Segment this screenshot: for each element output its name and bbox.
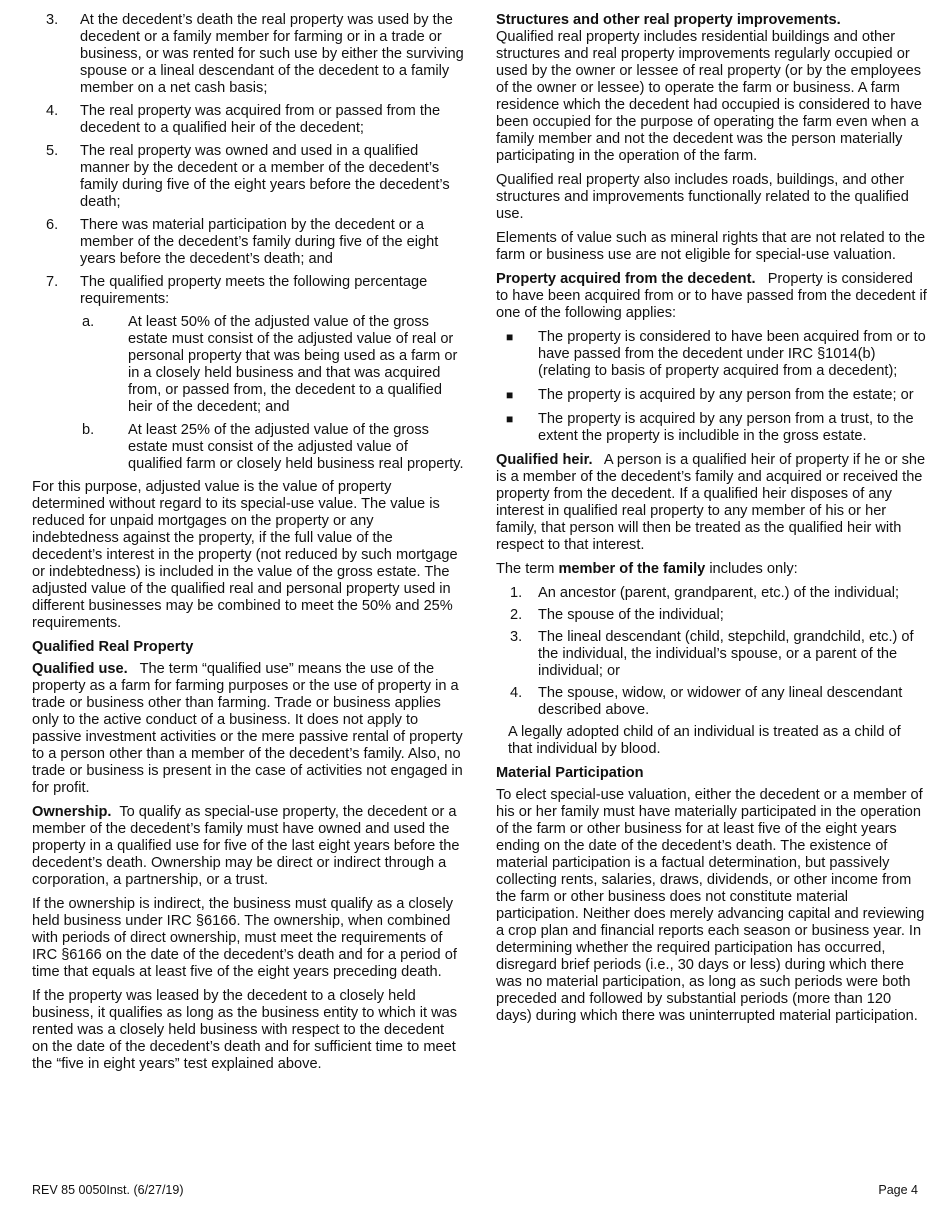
bullet-icon: ■: [506, 412, 514, 426]
family-members-list: [496, 585, 928, 719]
qualified-heir-paragraph: Qualified heir. A person is a qualified heir of property if he or she is a member of the decedent’s family and acquired or received the property from the decedent. If a qualified heir disposes of any interest in qualified real property to any member of his or her family, that person will then be treated as the qualified heir with respect to that interest.: [496, 452, 926, 553]
percentage-sublist: [80, 314, 464, 473]
material-participation-heading: Material Participation: [496, 765, 644, 781]
list-item: ■ The property is acquired by any person from the estate; or: [506, 387, 914, 403]
list-item: b. At least 25% of the adjusted value of the gross estate must consist of the adjusted value of qualified farm or closely held business real property.: [82, 422, 464, 472]
list-item: 3. At the decedent’s death the real property was used by the decedent or a family member for farming or in a trade or business, or was rented for such use by either the surviving spouse or a lineal descendant of the decedent to a family member on a net cash basis;: [46, 12, 464, 96]
list-item: ■ The property is considered to have been acquired from or to have passed from the decedent under IRC §1014(b) (relating to basis of property acquired from a decedent);: [506, 329, 926, 379]
ownership-paragraph: Ownership. To qualify as special-use property, the decedent or a member of the decedent’s family must have owned and used the property in a qualified use for five of the last eight years before the decedent’s death. Ownership may be direct or indirect through a corporation, a partnership, or a trust.: [32, 804, 460, 888]
material-participation-paragraph: To elect special-use valuation, either the decedent or a member of his or her family must have materially participated in the operation of the farm or other business for at least five of the eight years ending on the date of the decedent’s death. The existence of material participation is a factual determination, but passively collecting rents, salaries, draws, dividends, or other income from the farm or other business does not constitute material participation. Neither does merely advancing capital and reviewing a crop plan and financial reports each season or business year. In determining whether the required participation has occurred, disregard brief periods (i.e., 30 days or less) during which there was no material participation, as long as such periods were both preceded and followed by substantial periods (more than 120 days) during which there was uninterrupted material participation.: [496, 787, 925, 1024]
acquired-conditions-list: [496, 329, 928, 445]
bullet-icon: ■: [506, 388, 514, 402]
list-item: ■ The property is acquired by any person from a trust, to the extent the property is includible in the gross estate.: [506, 411, 914, 444]
list-item: 4. The real property was acquired from or passed from the decedent to a qualified heir of the decedent;: [46, 103, 441, 136]
list-item: 5. The real property was owned and used in a qualified manner by the decedent or a member of the decedent’s family during five of the eight years before the decedent’s death;: [46, 143, 450, 210]
acquired-property-paragraph: Property acquired from the decedent. Property is considered to have been acquired from or to have passed from the decedent if one of the following applies:: [496, 271, 927, 321]
left-column: [32, 12, 464, 1080]
list-item: 4. The spouse, widow, or widower of any lineal descendant described above.: [510, 685, 903, 718]
structures-label: Structures and other real property improvements.: [496, 12, 841, 28]
list-item: 3. The lineal descendant (child, stepchild, grandchild, etc.) of the individual, the individual’s spouse, or a parent of the individual; or: [510, 629, 914, 679]
roads-paragraph: Qualified real property also includes roads, buildings, and other structures and improvements functionally related to the qualified use.: [496, 172, 909, 222]
list-item: 6. There was material participation by the decedent or a member of the decedent’s family during five of the eight years before the decedent’s death; and: [46, 217, 439, 267]
adopted-child-paragraph: A legally adopted child of an individual is treated as a child of that individual by blood.: [508, 724, 901, 757]
bullet-icon: ■: [506, 330, 514, 344]
requirements-list: [32, 12, 464, 473]
ownership-label: Ownership.: [32, 804, 112, 820]
list-item: a. At least 50% of the adjusted value of the gross estate must consist of the adjusted value of real or personal property that was being used as a farm or in a closely held business and that was acquired from, or passed from, the decedent to a qualified heir of the decedent; and: [82, 314, 458, 415]
form-identifier: REV 85 0050Inst. (6/27/19): [32, 1183, 184, 1197]
mineral-rights-paragraph: Elements of value such as mineral rights that are not related to the farm or business use are not eligible for special-use valuation.: [496, 230, 926, 263]
qualified-real-property-heading: Qualified Real Property: [32, 639, 194, 655]
list-item: 1. An ancestor (parent, grandparent, etc.) of the individual;: [510, 585, 900, 601]
acquired-label: Property acquired from the decedent.: [496, 271, 756, 287]
adjusted-value-paragraph: For this purpose, adjusted value is the value of property determined without regard to its special-use value. The value is reduced for unpaid mortgages on the property or any indebtedness against the property, if the full value of the decedent’s interest in the property (not reduced by such mortgage or indebtedness) is included in the value of the gross estate. The adjusted value of the qualified real and personal property used in different businesses may be combined to meet the 50% and 25% requirements.: [32, 479, 458, 631]
leased-property-paragraph: If the property was leased by the decedent to a closely held business, it qualifies as long as the business entity to which it was rented was a closely held business with respect to the decedent on the date of the decedent’s death and for sufficient time to meet the “five in eight years” test explained above.: [32, 988, 458, 1072]
structures-paragraph: Structures and other real property improvements. Qualified real property includes residential buildings and other structures and real property improvements regularly occupied or used by the owner or lessee of real property (or by the employees of the owner or lessee) to operate the farm or business. A farm residence which the decedent had occupied is considered to have been occupied for the purpose of operating the farm even when a family member and not the decedent was the person materially participating in the operation of the farm.: [496, 12, 922, 164]
list-item: 2. The spouse of the individual;: [510, 607, 724, 623]
qualified-heir-label: Qualified heir.: [496, 452, 593, 468]
page-number: Page 4: [878, 1183, 918, 1197]
indirect-ownership-paragraph: If the ownership is indirect, the business must qualify as a closely held business under IRC §6166. The ownership, when combined with periods of direct ownership, must meet the requirements of IRC §6166 on the date of the decedent’s death and for a period of time that equals at least five of the eight years preceding death.: [32, 896, 457, 980]
qualified-use-label: Qualified use.: [32, 661, 128, 677]
qualified-use-paragraph: Qualified use. The term “qualified use” means the use of the property as a farm for farming purposes or the use of property in a trade or business other than farming. Trade or business applies only to the active conduct of a business. It does not apply to passive investment activities or the mere passive rental of property to a person other than a member of the decedent’s family. Also, no trade or business is present in the case of activities not engaged in for profit.: [32, 661, 463, 796]
family-definition-paragraph: The term member of the family includes only:: [496, 561, 798, 577]
list-item: 7. The qualified property meets the following percentage requirements: a. At least 50% of the adjusted value of the gross estate must consist of the adjusted value of real or personal property that was being used as a farm or in a closely held business and that was acquired from, or passed from, the decedent to a qualified heir of the decedent; and b. At least 25% of the adjusted value of the gross estate must consist of the adjusted value of qualified farm or closely held business real property.: [46, 274, 464, 472]
right-column: [496, 12, 928, 1032]
